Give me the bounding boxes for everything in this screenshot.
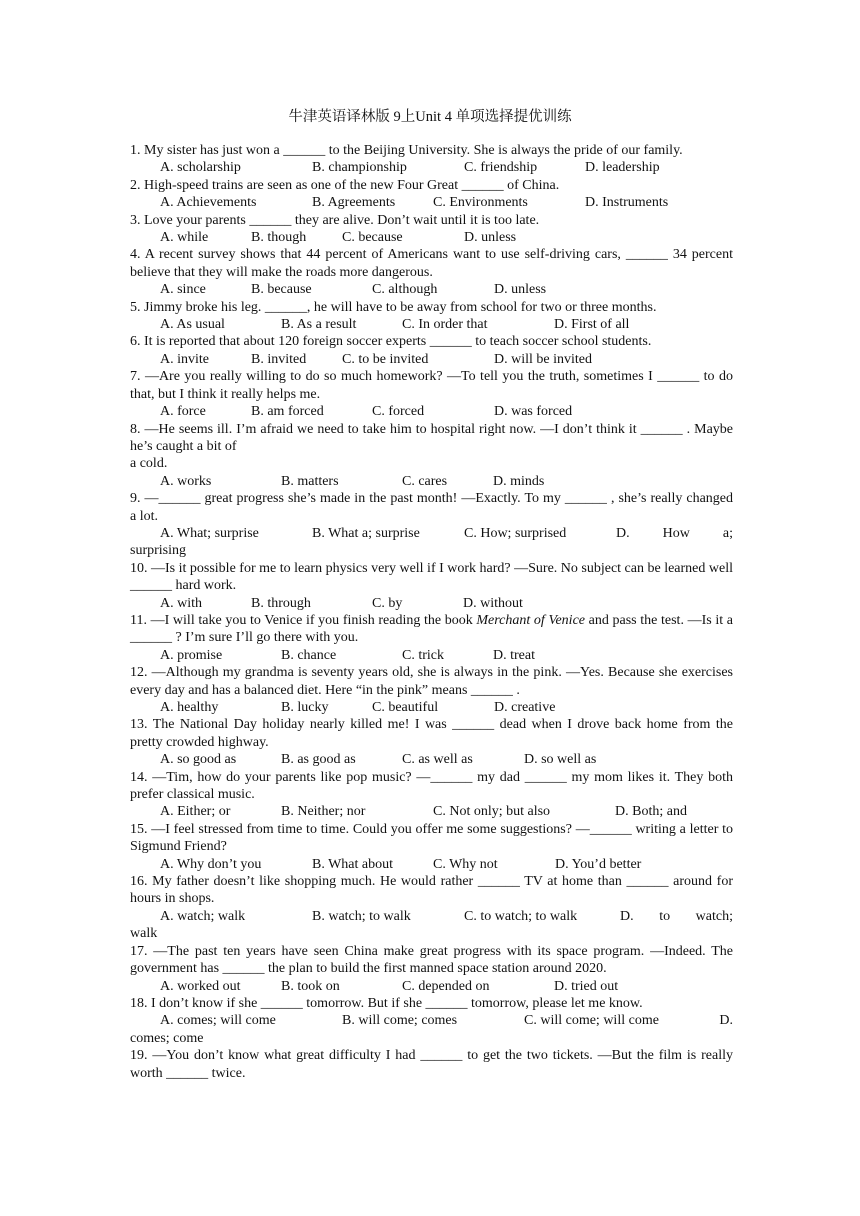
option-b: B. Agreements <box>312 195 396 211</box>
option-b: B. chance <box>281 647 337 663</box>
option-c: C. although <box>372 282 438 298</box>
option-row <box>130 403 733 420</box>
option-b: B. championship <box>312 160 407 176</box>
question-text: 13. The National Day holiday nearly killed me! I was ______ dead when I drove back home from the pretty crowded highway. <box>130 717 733 750</box>
option-a: A. invite <box>160 351 209 367</box>
option-d: D. How a; <box>616 525 733 541</box>
question-text: 8. —He seems ill. I’m afraid we need to take him to hospital right now. —I don’t think it ______ . Maybe he’s caught a bit of <box>130 421 733 454</box>
option-row <box>130 351 733 368</box>
option-c: C. beautiful <box>372 700 439 715</box>
question-text: 5. Jimmy broke his leg. ______, he will have to be away from school for two or three months. <box>130 299 657 315</box>
option-b: B. As a result <box>281 317 357 333</box>
option-d: D. to watch; <box>620 908 733 924</box>
option-c: C. as well as <box>402 752 473 768</box>
option-a: A. since <box>160 282 206 298</box>
question-text: 19. —You don’t know what great difficulty I had ______ to get the two tickets. —But the film is really worth ______ twice. <box>130 1048 733 1081</box>
option-c: C. trick <box>402 647 444 663</box>
option-row <box>130 159 733 176</box>
option-a: A. while <box>160 230 209 246</box>
option-c: C. Environments <box>433 195 528 211</box>
option-c: C. Why not <box>433 856 498 872</box>
option-d: D. without <box>463 595 523 611</box>
option-d: D. leadership <box>585 160 660 176</box>
question-text: 10. —Is it possible for me to learn physics very well if I work hard? —Sure. No subject can be learned well ______ hard work. <box>130 560 733 594</box>
option-row <box>130 647 733 664</box>
option-d: D. will be invited <box>494 351 592 367</box>
option-a: A. What; surprise <box>160 525 259 541</box>
question-text: 12. —Although my grandma is seventy years old, she is always in the pink. —Yes. Because she exercises every day and has a balanced diet. Here “in the pink” means ______ . <box>130 665 733 698</box>
option-row <box>130 194 733 211</box>
option-d: D. Both; and <box>615 804 687 820</box>
option-d: D. You’d better <box>555 856 642 872</box>
option-b: B. will come; comes <box>342 1013 458 1029</box>
option-row <box>130 978 733 995</box>
question-text-post: and pass the test. —Is it a ______ ? I’m sure I’ll go there with you. <box>130 612 733 646</box>
option-c: C. In order that <box>402 317 488 333</box>
option-c: C. forced <box>372 404 425 420</box>
option-wrap: walk <box>130 926 158 942</box>
option-c: C. depended on <box>402 978 490 994</box>
option-d: D. unless <box>494 282 547 298</box>
option-row <box>130 473 733 490</box>
option-b: B. through <box>251 595 311 611</box>
option-d: D. minds <box>493 473 545 489</box>
option-b: B. took on <box>281 978 340 994</box>
option-b: B. What about <box>312 856 394 872</box>
option-d: D. so well as <box>524 752 597 768</box>
option-a: A. with <box>160 595 202 611</box>
option-d: D. First of all <box>554 317 630 333</box>
option-d: D. was forced <box>494 404 573 420</box>
option-b: B. What a; surprise <box>312 525 420 541</box>
question-text: 17. —The past ten years have seen China make great progress with its space program. —Indeed. The government has ______ the plan to build the first manned space station around 2020. <box>130 943 733 977</box>
option-d: D. Instruments <box>585 195 669 211</box>
option-wrap: comes; come <box>130 1030 204 1046</box>
option-row <box>130 803 733 820</box>
option-c: C. cares <box>402 473 448 489</box>
question-text: 18. I don’t know if she ______ tomorrow. But if she ______ tomorrow, please let me know. <box>130 995 643 1011</box>
option-row <box>130 595 733 612</box>
option-a: A. promise <box>160 647 223 663</box>
option-a: A. works <box>160 473 212 489</box>
option-b: B. am forced <box>251 404 324 420</box>
option-row <box>130 751 733 768</box>
option-a: A. watch; walk <box>160 908 246 924</box>
question-text <box>130 612 733 647</box>
option-a: A. so good as <box>160 752 237 768</box>
book-title: Merchant of Venice <box>476 612 585 628</box>
option-b: B. invited <box>251 351 307 367</box>
option-a: A. Achievements <box>160 195 257 211</box>
option-c: C. will come; will come <box>524 1013 659 1029</box>
option-wrap: surprising <box>130 543 186 559</box>
question-text-continued: a cold. <box>130 456 168 472</box>
option-row <box>130 316 733 333</box>
option-d: D. creative <box>494 700 556 715</box>
option-row <box>130 856 733 873</box>
option-d: D. tried out <box>554 978 619 994</box>
question-text: 14. —Tim, how do your parents like pop music? —______ my dad ______ my mom likes it. They both prefer classical music. <box>130 769 733 803</box>
option-a: A. healthy <box>160 700 219 715</box>
option-c: C. Not only; but also <box>433 804 551 820</box>
option-b: B. Neither; nor <box>281 804 366 820</box>
option-a: A. As usual <box>160 317 225 333</box>
option-d: D. treat <box>493 647 535 663</box>
option-row <box>130 908 733 925</box>
question-text: 16. My father doesn’t like shopping much. He would rather ______ TV at home than ______ around for hours in shops. <box>130 874 733 907</box>
question-text-pre: 11. —I will take you to Venice if you finish reading the book <box>130 612 477 628</box>
question-text: 3. Love your parents ______ they are alive. Don’t wait until it is too late. <box>130 212 540 228</box>
option-c: C. friendship <box>464 160 538 176</box>
option-a: A. comes; will come <box>160 1013 276 1029</box>
question-text: 9. —______ great progress she’s made in the past month! —Exactly. To my ______ , she’s really changed a lot. <box>130 491 733 524</box>
question-text: 6. It is reported that about 120 foreign soccer experts ______ to teach soccer school students. <box>130 334 652 350</box>
option-a: A. scholarship <box>160 160 241 176</box>
option-b: B. watch; to walk <box>312 908 411 924</box>
option-c: C. to watch; to walk <box>464 908 578 924</box>
question-text: 2. High-speed trains are seen as one of the new Four Great ______ of China. <box>130 177 560 193</box>
option-b: B. lucky <box>281 700 329 715</box>
option-b: B. as good as <box>281 752 356 768</box>
option-row <box>130 525 733 542</box>
option-d: D. unless <box>464 230 517 246</box>
question-list <box>130 142 733 1082</box>
option-c: C. by <box>372 595 403 611</box>
question-text: 1. My sister has just won a ______ to the Beijing University. She is always the pride of our family. <box>130 143 683 158</box>
option-a: A. Either; or <box>160 804 231 820</box>
option-a: A. Why don’t you <box>160 856 262 872</box>
option-row <box>130 229 733 246</box>
option-row <box>130 281 733 298</box>
option-b: B. though <box>251 230 307 246</box>
option-row <box>130 1012 733 1029</box>
question-text: 15. —I feel stressed from time to time. Could you offer me some suggestions? —______ writing a letter to Sigmund Friend? <box>130 821 733 855</box>
option-d: D. <box>719 1013 733 1029</box>
option-a: A. force <box>160 404 206 420</box>
option-c: C. How; surprised <box>464 525 567 541</box>
page-title: 牛津英语译林版 9上Unit 4 单项选择提优训练 <box>288 109 572 125</box>
option-a: A. worked out <box>160 978 241 994</box>
option-row <box>130 699 733 716</box>
question-text: 4. A recent survey shows that 44 percent of Americans want to use self-driving cars, ______ 34 percent believe that they will make the roads more dangerous. <box>130 247 733 280</box>
question-text: 7. —Are you really willing to do so much homework? —To tell you the truth, sometimes I ______ to do that, but I think it really helps me. <box>130 369 733 402</box>
option-b: B. because <box>251 282 312 298</box>
option-b: B. matters <box>281 473 339 489</box>
option-c: C. because <box>342 230 403 246</box>
option-c: C. to be invited <box>342 351 429 367</box>
